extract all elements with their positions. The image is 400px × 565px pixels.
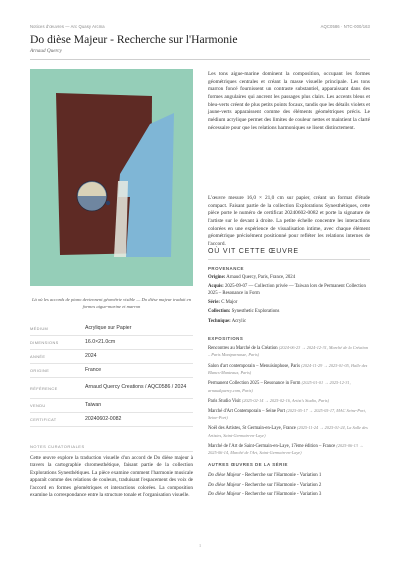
exhibition-title: Salon d'art contemporain – Menuisinphose, Paris xyxy=(208,363,300,369)
exhibition-item xyxy=(208,380,370,395)
spec-label: VENDU xyxy=(30,403,46,408)
spec-value: Taiwan xyxy=(85,401,102,408)
spec-row xyxy=(30,336,193,350)
exhibition-item xyxy=(208,425,370,440)
exhibition-title: Marché d'Art Contemporain – Seine Port xyxy=(208,408,286,414)
provenance-key: Technique: xyxy=(208,318,231,324)
header-series: Notices d'œuvres — Arc Quasy Arcma xyxy=(30,24,105,29)
curatorial-notes: Cette œuvre explore la traduction visuelle d'un accord de Do dièse majeur à travers la cartographie chromesthétique, faisant partie de la collection Explorations Synesthétiques. La pièce examine comment l'harmonie musicale apparaît comme des relations de couleurs, traduisant l'espacement des voix de l'accord en formes géométriques et interactions colorées. La composition examine la correspondance entre la structure tonale et l'organisation visuelle. xyxy=(30,455,193,498)
header-divider xyxy=(30,59,370,60)
series-work-title: Do dièse Majeur xyxy=(208,492,241,498)
provenance-value: Acrylic xyxy=(231,318,247,324)
exhibition-item xyxy=(208,363,370,378)
series-work-rest: - Recherche sur l'Harmonie - Variation 2 xyxy=(240,482,322,488)
spec-value: France xyxy=(85,366,102,373)
provenance-item xyxy=(208,284,370,298)
provenance-heading: PROVENANCE xyxy=(208,266,244,271)
spec-value: Arnaud Quercy Creations / AQC0586 / 2024 xyxy=(85,384,187,391)
spec-label: ANNÉE xyxy=(30,354,46,359)
description-paragraph-2: L'œuvre mesure 16,0 × 21,0 cm sur papier, créant un format d'étude compact. Faisant partie de la collection Explorations Synesthétiques, cette pièce porte le numéro de certificat 20240602-0082 et porte la signature de l'artiste sur le devant à droite. La petite échelle concentre les interactions colorées en une expérience de visualisation intime, avec chaque élément géométrique précisément positionné pour refléter les relations internes de l'accord. xyxy=(208,195,370,248)
exhibition-meta: (2024-11-29 → 2025-01-05, Halle des Blancs-Manteaux, Paris) xyxy=(208,362,368,376)
provenance-value: C Major xyxy=(221,300,238,306)
exhibitions-list xyxy=(208,345,370,460)
page-header xyxy=(30,24,370,29)
exhibition-title: Paris Studio Visit xyxy=(208,398,241,404)
exhibition-item xyxy=(208,398,370,405)
provenance-value: 2025-09-07 — Collection privée — Taiwan lors de Permanent Collection 2025 – Resonance in Form xyxy=(208,284,366,296)
header-ref: AQC0586 · NTC-000/163 xyxy=(320,24,370,29)
exhibition-meta: (2024-06-23 → 2024-12-31, Marché de la Création – Paris Montparnasse, Paris) xyxy=(208,345,369,358)
provenance-item xyxy=(208,309,370,316)
exhibition-title: Rencontres au Marché de la Création xyxy=(208,346,278,351)
spec-row xyxy=(30,413,193,427)
series-work-link[interactable] xyxy=(208,491,370,498)
notes-heading: NOTES CURATORIALES xyxy=(30,444,85,449)
series-work-rest: - Recherche sur l'Harmonie - Variation 1 xyxy=(240,473,322,478)
series-work-link[interactable] xyxy=(208,472,370,479)
series-works-list xyxy=(208,472,370,501)
series-work-rest: - Recherche sur l'Harmonie - Variation 3 xyxy=(240,492,322,498)
provenance-value: Synesthetic Explorations xyxy=(231,309,280,315)
description-paragraph-1: Les tons aigue-marine dominent la composition, occupant les formes géométriques centrales et créant la masse visuelle principale. Les tons marron foncé fournissent un contraste substantiel, apparaissant dans des formes angulaires qui ancrent les passages plus clairs. Les accents bleus et bleu-verts créent de plus petits points focaux, tandis que les détails violets et jaune-verts apparaissent comme des éléments géométriques précis. Le médium acrylique permet des limites de couleur nettes et maintient la clarté nécessaire pour que les relations harmoniques se lisent distinctement. xyxy=(208,71,370,131)
spec-value: 20240602-0082 xyxy=(85,415,122,422)
spec-row xyxy=(30,350,193,364)
provenance-key: Collection: xyxy=(208,309,231,315)
spec-value: 2024 xyxy=(85,352,97,359)
spec-value: Acrylique sur Papier xyxy=(85,324,132,331)
provenance-key: Série: xyxy=(208,300,220,306)
exhibition-item xyxy=(208,443,370,458)
exhibition-meta: (2025-11-24 → 2025-01-24, La Salle des Artistes, Saint-Germain-en-Laye) xyxy=(208,425,368,438)
spec-row xyxy=(30,378,193,399)
artist-name: Arnaud Quercy xyxy=(30,48,62,54)
provenance-list xyxy=(208,275,370,328)
spec-label: CERTIFICAT xyxy=(30,417,57,422)
notes-divider xyxy=(30,451,193,452)
series-work-link[interactable] xyxy=(208,482,370,489)
artwork-image xyxy=(30,69,193,286)
exhibition-item xyxy=(208,408,370,423)
provenance-item xyxy=(208,275,370,282)
spec-row xyxy=(30,364,193,378)
artwork-small-dot xyxy=(106,201,110,205)
series-works-heading: AUTRES ŒUVRES DE LA SÉRIE xyxy=(208,462,288,467)
spec-label: RÉFÉRENCE xyxy=(30,385,58,391)
series-work-title: Do dièse Majeur xyxy=(208,482,241,488)
lifecycle-divider xyxy=(208,259,370,260)
lifecycle-heading: OÙ VIT CETTE ŒUVRE xyxy=(208,248,299,255)
exhibition-title: Permanent Collection 2025 – Resonance in Form xyxy=(208,381,301,387)
exhibitions-heading: EXPOSITIONS xyxy=(208,336,244,341)
provenance-item xyxy=(208,319,370,326)
exhibition-meta: (2025-01-01 → 2025-12-31, arnaudquercy.com, Paris) xyxy=(208,380,351,393)
spec-label: MÉDIUM xyxy=(30,326,49,331)
exhibition-meta: (2025-05-17 → 2025-05-17, MAC Seine-Port, Seine-Port) xyxy=(208,407,366,421)
spec-label: ORIGINE xyxy=(30,368,50,373)
provenance-item xyxy=(208,300,370,307)
series-work-title: Do dièse Majeur xyxy=(208,473,241,478)
page-title: Do dièse Majeur - Recherche sur l'Harmonie xyxy=(30,33,238,46)
spec-value: 16.0×21.0cm xyxy=(85,338,116,345)
artwork-caption: Là où les accords de piano deviennent géométrie visible — Do dièse majeur traduit en formes aigue-marine et marron xyxy=(31,297,192,309)
exhibition-item xyxy=(208,345,370,360)
provenance-key: Acquis: xyxy=(208,284,224,290)
exhibition-meta: (2025-06-13 → 2025-06-14, Marché de l'Art, Saint-Germain-en-Laye) xyxy=(208,442,364,456)
spec-row xyxy=(30,322,193,336)
spec-table xyxy=(30,322,193,427)
provenance-value: Arnaud Quercy, Paris, France, 2024 xyxy=(226,275,296,280)
page-number: 1 xyxy=(198,543,202,548)
exhibition-title: Noël des Artistes, St Germain-en-Laye, France xyxy=(208,426,296,432)
provenance-key: Origine: xyxy=(208,275,226,280)
exhibition-title: Marché de l'Art de Saint-Germain-en-Laye, 17ème édition – France xyxy=(208,443,336,449)
spec-row xyxy=(30,399,193,413)
exhibition-meta: (2025-02-14 → 2025-02-16, Artist's Studio, Paris) xyxy=(241,397,330,403)
spec-label: DIMENSIONS xyxy=(30,340,59,345)
